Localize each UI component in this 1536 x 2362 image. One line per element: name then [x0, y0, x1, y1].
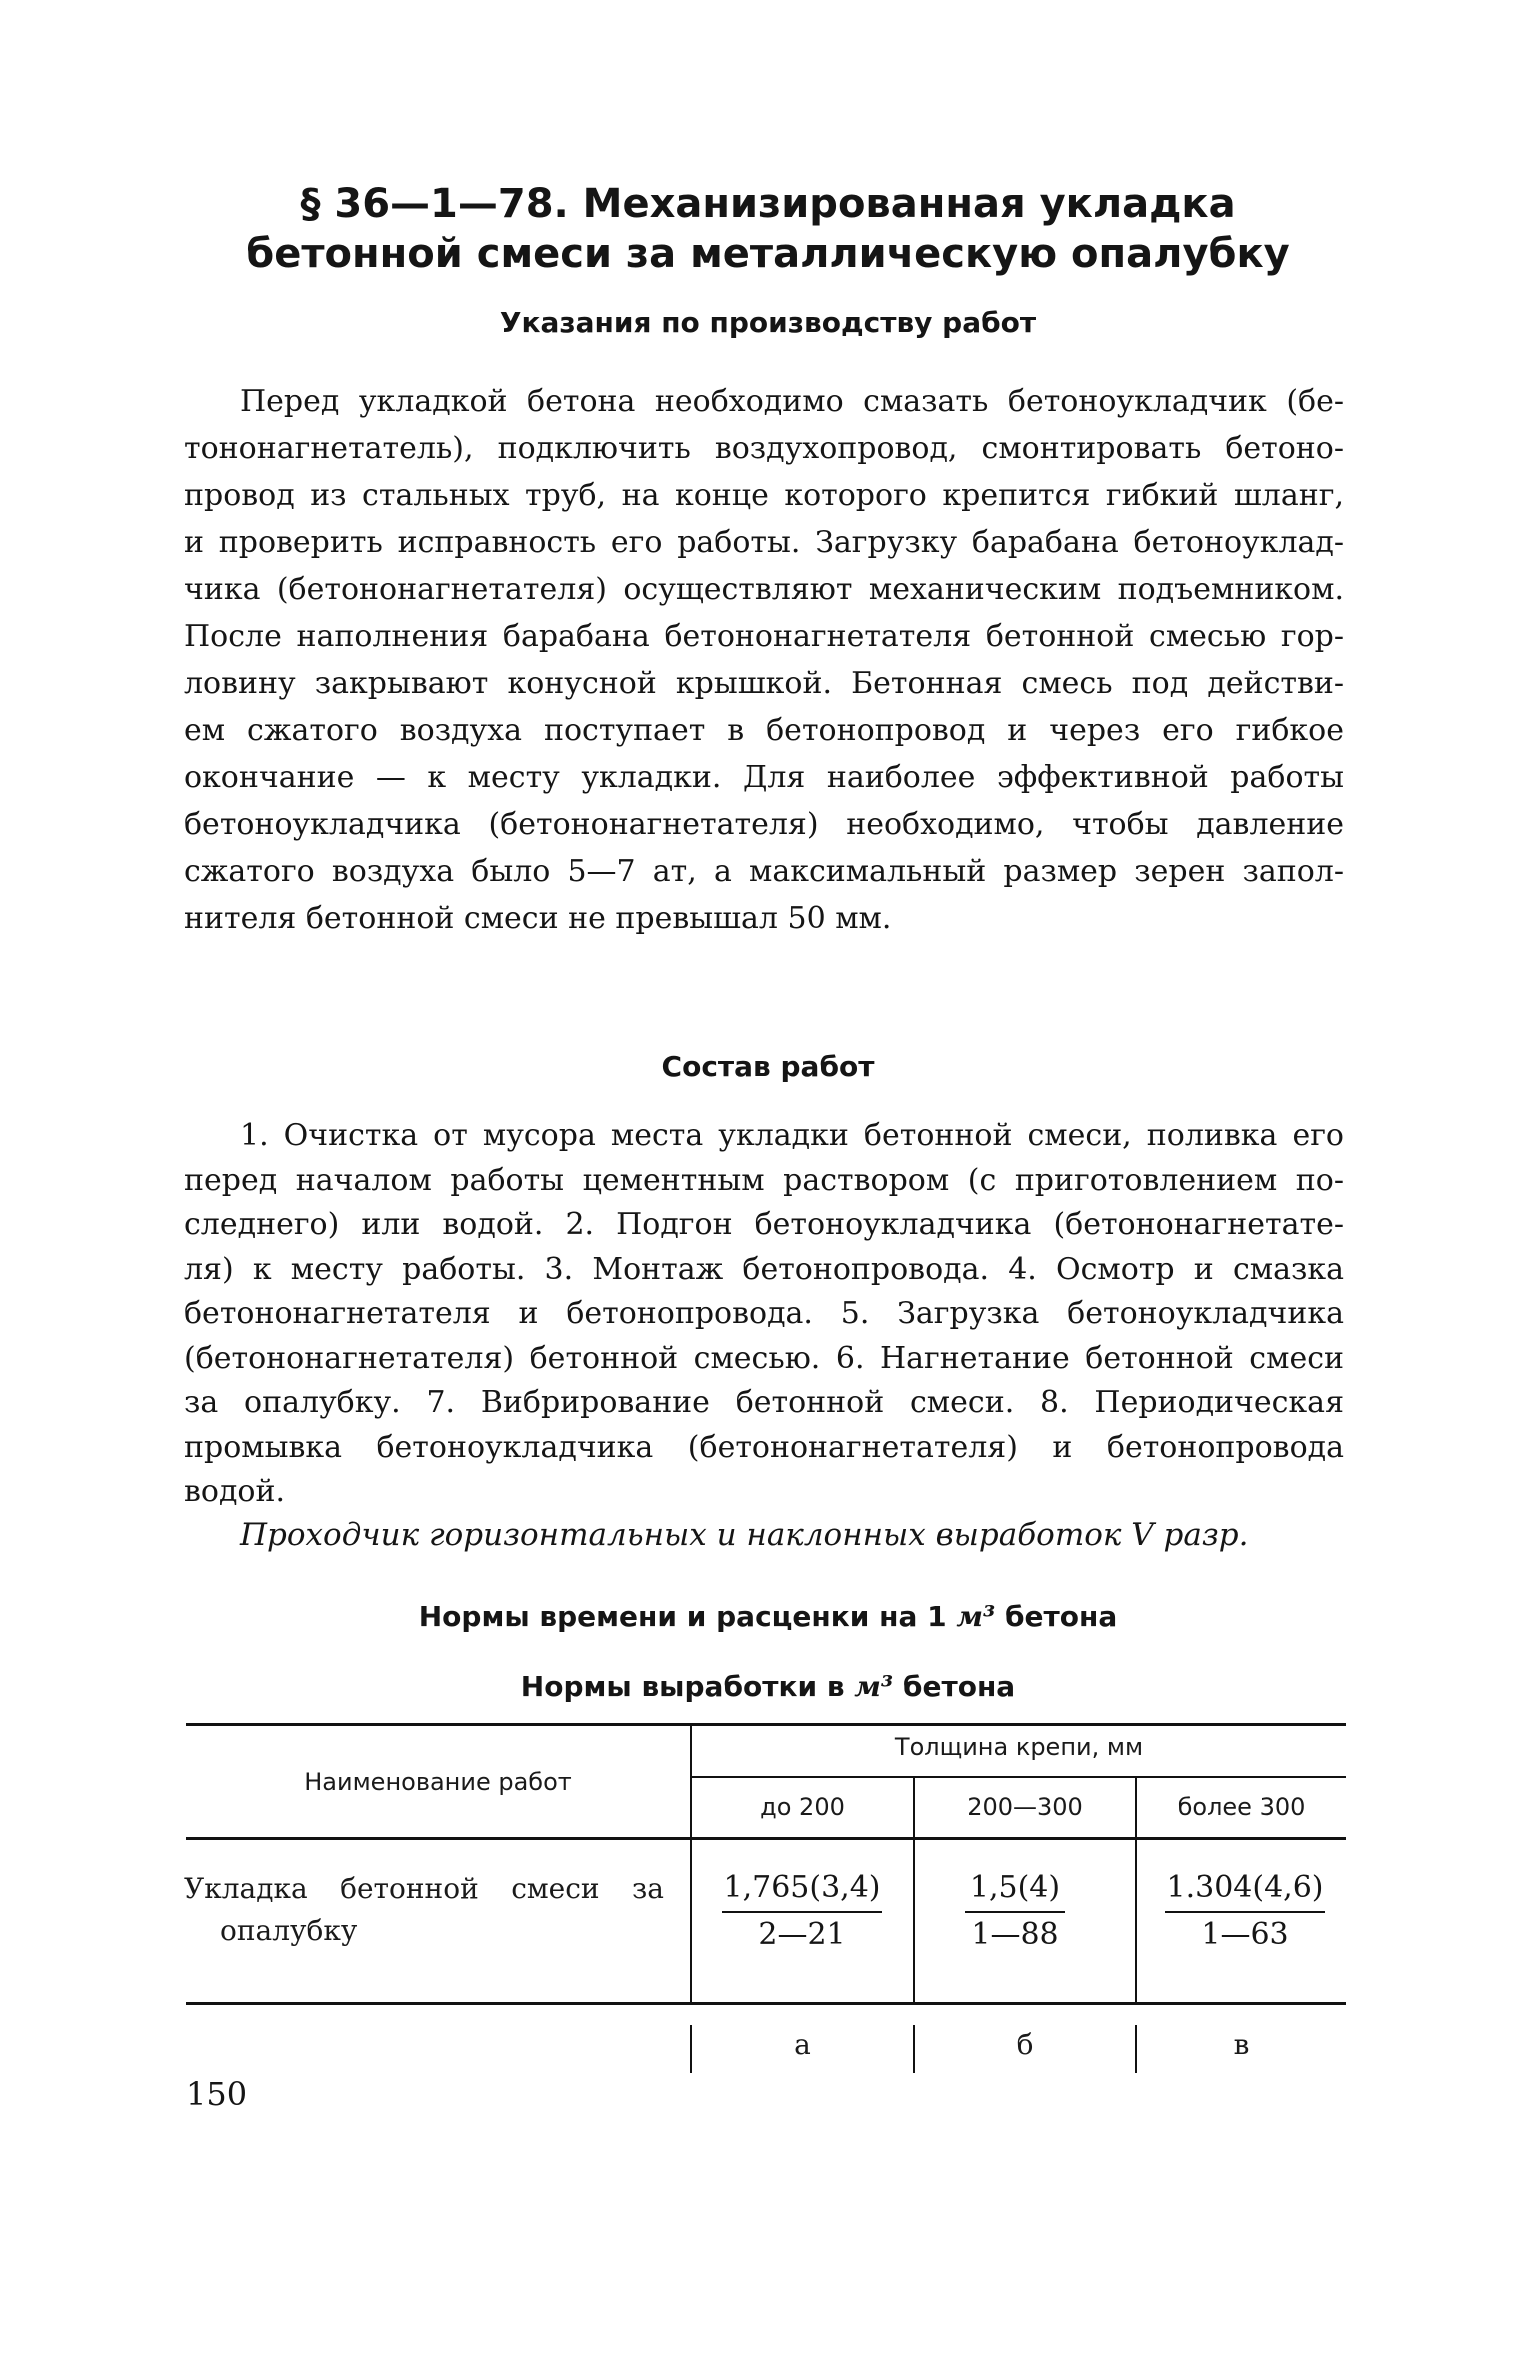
- instructions-line: чика (бетононагнетателя) осуществляют механическим подъемником.: [184, 572, 1344, 607]
- composition-line: перед началом работы цементным раствором (с приготовлением по-: [184, 1162, 1344, 1198]
- column-letter-v: в: [1233, 2028, 1250, 2061]
- composition-line: ля) к месту работы. 3. Монтаж бетонопровода. 4. Осмотр и смазка: [184, 1251, 1344, 1287]
- value-cell-3: [1165, 1870, 1325, 1952]
- value-cell-1: [722, 1870, 882, 1952]
- worker-category: Проходчик горизонтальных и наклонных выработок V разр.: [240, 1517, 1249, 1553]
- column-letter-a: а: [794, 2028, 811, 2061]
- value-3-top: 1.304(4,6): [1165, 1870, 1325, 1913]
- value-3-bottom: 1—63: [1201, 1917, 1289, 1952]
- norms-unit: м³: [956, 1600, 996, 1633]
- value-1-top: 1,765(3,4): [722, 1870, 882, 1913]
- section-title-line-1: § 36—1—78. Механизированная укладка: [300, 181, 1236, 227]
- row-name-line-2: опалубку: [220, 1914, 358, 1947]
- norms-title-text: Нормы времени и расценки на 1: [418, 1600, 957, 1633]
- instructions-line: сжатого воздуха было 5—7 ат, а максимальный размер зерен запол-: [184, 854, 1344, 889]
- composition-line: (бетононагнетателя) бетонной смесью. 6. Нагнетание бетонной смеси: [184, 1340, 1344, 1376]
- output-norms-title-text: Нормы выработки в: [520, 1670, 855, 1703]
- instructions-line: ловину закрывают конусной крышкой. Бетонная смесь под действи-: [184, 666, 1344, 701]
- instructions-line: и проверить исправность его работы. Загрузку барабана бетоноуклад-: [184, 525, 1344, 560]
- group-header: Толщина крепи, мм: [894, 1733, 1144, 1761]
- value-2-bottom: 1—88: [971, 1917, 1059, 1952]
- instructions-line: бетоноукладчика (бетононагнетателя) необходимо, чтобы давление: [184, 807, 1344, 842]
- row-name-line-1: Укладка бетонной смеси за: [184, 1872, 664, 1905]
- instructions-line: окончание — к месту укладки. Для наиболее эффективной работы: [184, 760, 1344, 795]
- instructions-line: Перед укладкой бетона необходимо смазать бетоноукладчик (бе-: [240, 384, 1344, 419]
- value-1-bottom: 2—21: [758, 1917, 846, 1952]
- instructions-line: провод из стальных труб, на конце которого крепится гибкий шланг,: [184, 478, 1344, 513]
- table-vline-3-body: [1135, 1840, 1137, 2002]
- section-title-line-2: бетонной смеси за металлическую опалубку: [246, 231, 1290, 277]
- instructions-line: После наполнения барабана бетононагнетателя бетонной смесью гор-: [184, 619, 1344, 654]
- instructions-paragraph: [184, 378, 1344, 942]
- output-norms-title-end: бетона: [893, 1670, 1016, 1703]
- composition-line: за опалубку. 7. Вибрирование бетонной смеси. 8. Периодическая: [184, 1385, 1344, 1420]
- composition-line: промывка бетоноукладчика (бетононагнетателя) и бетонопровода: [184, 1429, 1344, 1465]
- sub-header-2: 200—300: [967, 1793, 1083, 1821]
- sub-header-1: до 200: [760, 1793, 845, 1821]
- sub-header-3: более 300: [1177, 1793, 1306, 1821]
- instructions-line: нителя бетонной смеси не превышал 50 мм.: [184, 901, 892, 936]
- table-vline-2-body: [913, 1840, 915, 2002]
- composition-line: 1. Очистка от мусора места укладки бетонной смеси, поливка его: [240, 1118, 1344, 1153]
- page-number: 150: [186, 2075, 248, 2113]
- norms-title-end: бетона: [995, 1600, 1118, 1633]
- table-vline-1-body: [690, 1840, 692, 2002]
- composition-heading: Состав работ: [661, 1050, 875, 1083]
- column-letter-b: б: [1016, 2028, 1034, 2061]
- table-header-rule: [186, 1837, 1346, 1840]
- table-top-rule: [186, 1723, 1346, 1726]
- value-2-top: 1,5(4): [965, 1870, 1065, 1913]
- output-norms-title: [180, 1670, 1356, 1703]
- value-cell-2: [965, 1870, 1065, 1952]
- col-name-header: Наименование работ: [304, 1768, 572, 1796]
- composition-line: следнего) или водой. 2. Подгон бетоноукладчика (бетононагнетате-: [184, 1207, 1344, 1242]
- composition-line: бетононагнетателя и бетонопровода. 5. Загрузка бетоноукладчика: [184, 1296, 1344, 1331]
- instructions-line: тононагнетатель), подключить воздухопровод, смонтировать бетоно-: [184, 431, 1344, 466]
- table-bottom-rule: [186, 2002, 1346, 2005]
- instructions-heading: Указания по производству работ: [499, 306, 1037, 339]
- table-subheader-rule: [690, 1776, 1346, 1778]
- composition-paragraph: [184, 1114, 1344, 1515]
- composition-line: водой.: [184, 1474, 286, 1509]
- instructions-line: ем сжатого воздуха поступает в бетонопровод и через его гибкое: [184, 713, 1344, 748]
- output-norms-unit: м³: [854, 1670, 894, 1703]
- norms-title: [180, 1600, 1356, 1633]
